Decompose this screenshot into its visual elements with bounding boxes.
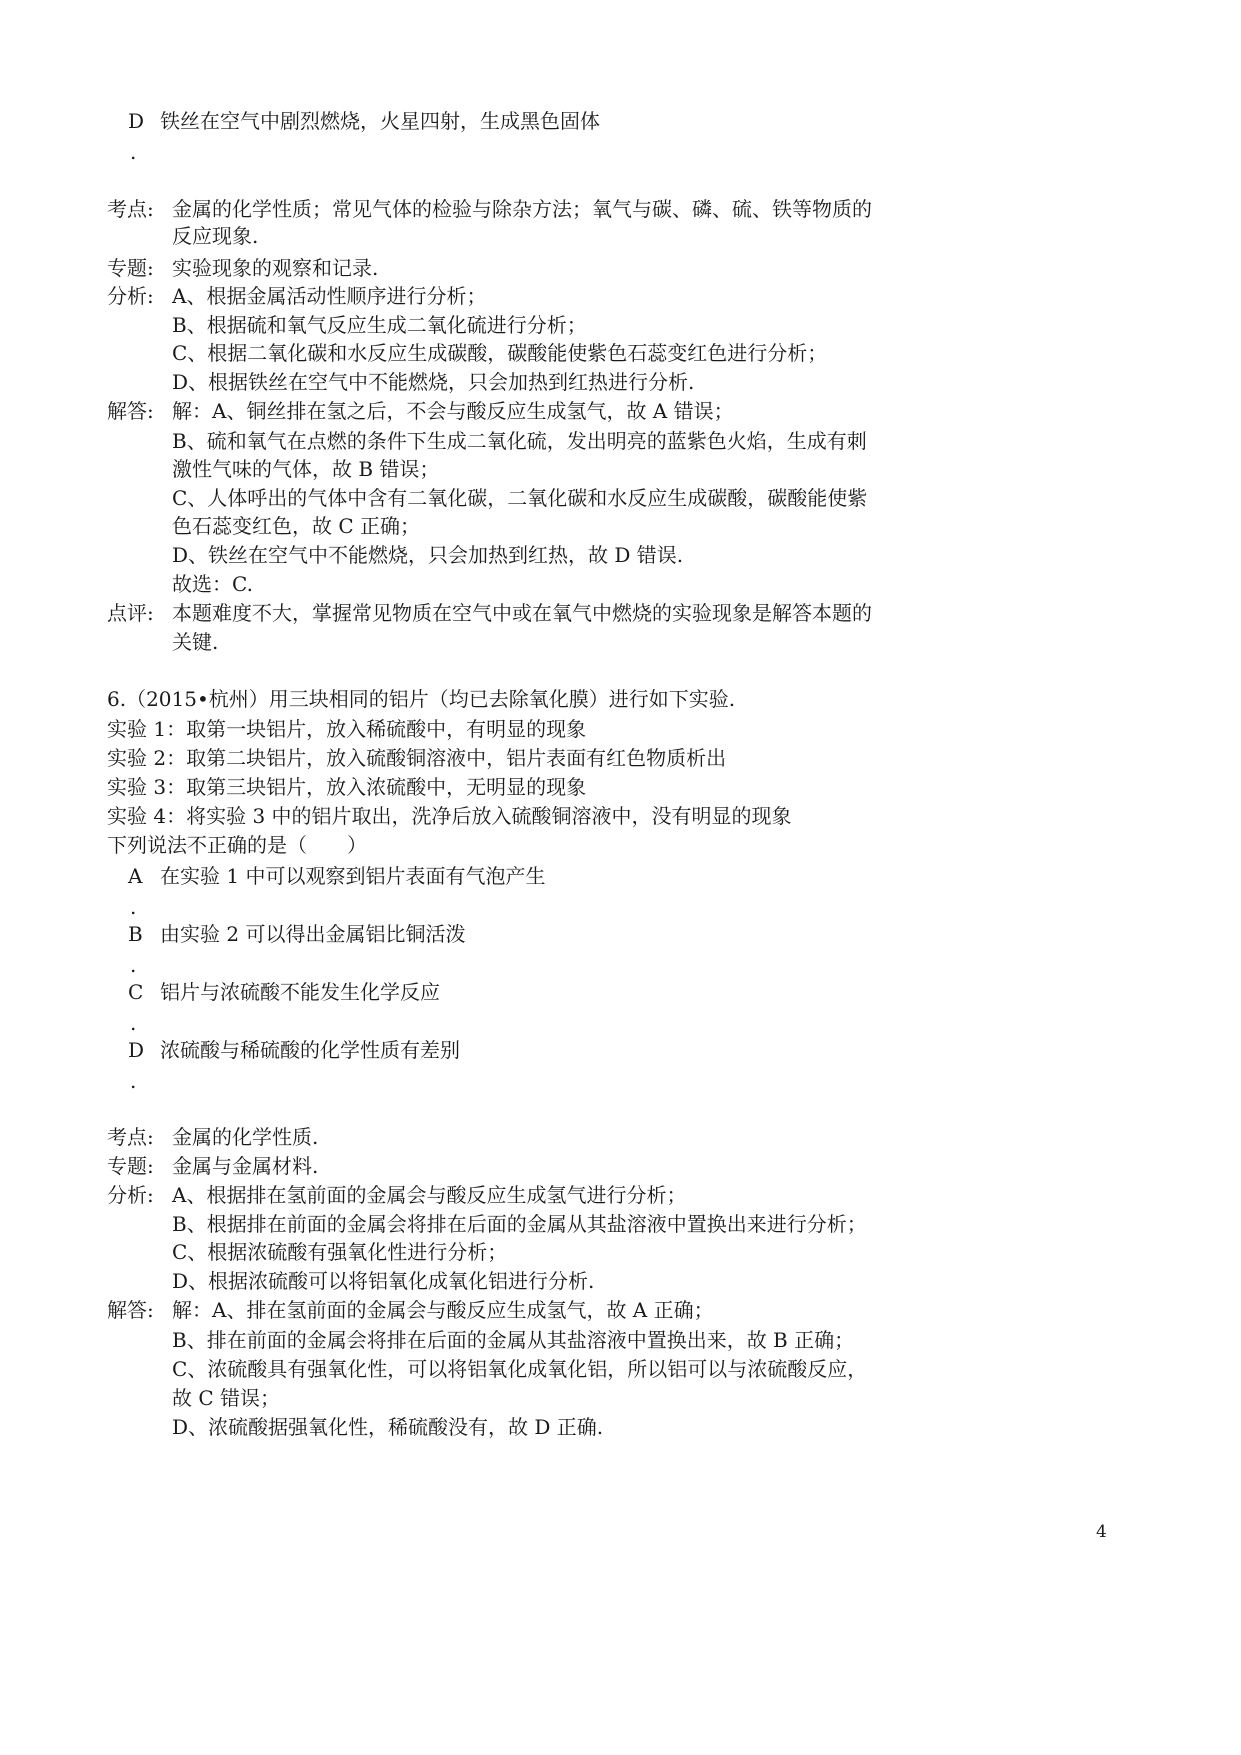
fenxi-line: D、根据浓硫酸可以将铝氧化成氧化铝进行分析.: [172, 1269, 595, 1293]
jieda-line: D、铁丝在空气中不能燃烧，只会加热到红热，故 D 错误.: [172, 543, 684, 567]
jieda-line: 故 C 错误；: [172, 1386, 281, 1410]
label-kaodian: 考点:: [107, 1125, 154, 1149]
zhuanti-line: 实验现象的观察和记录.: [172, 256, 379, 280]
experiment-line: 实验 4：将实验 3 中的铝片取出，洗净后放入硫酸铜溶液中，没有明显的现象: [107, 804, 792, 828]
dianping-line: 关键.: [172, 630, 219, 654]
jieda-line: C、浓硫酸具有强氧化性，可以将铝氧化成氧化铝，所以铝可以与浓硫酸反应，: [172, 1357, 868, 1381]
label-kaodian: 考点:: [107, 197, 154, 221]
option-text: 铝片与浓硫酸不能发生化学反应: [160, 980, 440, 1004]
fenxi-line: B、根据硫和氧气反应生成二氧化硫进行分析；: [172, 313, 587, 337]
jieda-line: D、浓硫酸据强氧化性，稀硫酸没有，故 D 正确.: [172, 1415, 604, 1439]
question-stem: 6.（2015•杭州）用三块相同的铝片（均已去除氧化膜）进行如下实验.: [107, 687, 736, 711]
option-letter: D: [128, 1038, 145, 1062]
fenxi-line: A、根据排在氢前面的金属会与酸反应生成氢气进行分析；: [172, 1183, 687, 1207]
jieda-line: B、排在前面的金属会将排在后面的金属从其盐溶液中置换出来，故 B 正确；: [172, 1328, 855, 1352]
dianping-line: 本题难度不大，掌握常见物质在空气中或在氧气中燃烧的实验现象是解答本题的: [172, 601, 872, 625]
fenxi-line: A、根据金属活动性顺序进行分析；: [172, 284, 487, 308]
kaodian-line: 金属的化学性质；常见气体的检验与除杂方法；氧气与碳、磷、硫、铁等物质的: [172, 197, 872, 221]
experiment-line: 实验 3：取第三块铝片，放入浓硫酸中，无明显的现象: [107, 775, 587, 799]
option-dot: .: [130, 1011, 137, 1035]
option-letter: B: [128, 922, 143, 946]
jieda-line: B、硫和氧气在点燃的条件下生成二氧化硫，发出明亮的蓝紫色火焰，生成有刺: [172, 429, 867, 453]
jieda-line: 解：A、铜丝排在氢之后，不会与酸反应生成氢气，故 A 错误；: [172, 399, 734, 423]
option-dot: .: [130, 953, 137, 977]
kaodian-line: 金属的化学性质.: [172, 1125, 319, 1149]
option-dot: .: [130, 1069, 137, 1093]
option-letter: A: [128, 864, 143, 888]
option-letter: C: [128, 980, 144, 1004]
fenxi-line: B、根据排在前面的金属会将排在后面的金属从其盐溶液中置换出来进行分析；: [172, 1212, 867, 1236]
label-zhuanti: 专题:: [107, 1154, 154, 1178]
option-text: 在实验 1 中可以观察到铝片表面有气泡产生: [160, 864, 546, 888]
jieda-line: C、人体呼出的气体中含有二氧化碳，二氧化碳和水反应生成碳酸，碳酸能使紫: [172, 486, 868, 510]
jieda-line: 解：A、排在氢前面的金属会与酸反应生成氢气，故 A 正确；: [172, 1298, 714, 1322]
label-fenxi: 分析:: [107, 1183, 154, 1207]
zhuanti-line: 金属与金属材料.: [172, 1154, 319, 1178]
option-dot: .: [130, 140, 137, 164]
experiment-line: 实验 1：取第一块铝片，放入稀硫酸中，有明显的现象: [107, 717, 587, 741]
experiment-line: 实验 2：取第二块铝片，放入硫酸铜溶液中，铝片表面有红色物质析出: [107, 746, 727, 770]
jieda-line: 色石蕊变红色，故 C 正确；: [172, 514, 421, 538]
question-prompt: 下列说法不正确的是（ ）: [107, 833, 367, 857]
label-dianping: 点评:: [107, 601, 154, 625]
page-number: 4: [1096, 1522, 1107, 1542]
jieda-line: 激性气味的气体，故 B 错误；: [172, 457, 440, 481]
kaodian-line: 反应现象.: [172, 224, 259, 248]
jieda-line: 故选：C.: [172, 572, 253, 596]
label-zhuanti: 专题:: [107, 256, 154, 280]
fenxi-line: C、根据二氧化碳和水反应生成碳酸，碳酸能使紫色石蕊变红色进行分析；: [172, 341, 828, 365]
fenxi-line: C、根据浓硫酸有强氧化性进行分析；: [172, 1240, 508, 1264]
option-text: 铁丝在空气中剧烈燃烧，火星四射，生成黑色固体: [160, 109, 600, 133]
label-fenxi: 分析:: [107, 284, 154, 308]
option-letter: D: [128, 109, 145, 133]
option-text: 浓硫酸与稀硫酸的化学性质有差别: [160, 1038, 460, 1062]
label-jieda: 解答:: [107, 399, 154, 423]
label-jieda: 解答:: [107, 1298, 154, 1322]
fenxi-line: D、根据铁丝在空气中不能燃烧，只会加热到红热进行分析.: [172, 370, 695, 394]
option-dot: .: [130, 895, 137, 919]
option-text: 由实验 2 可以得出金属铝比铜活泼: [160, 922, 466, 946]
